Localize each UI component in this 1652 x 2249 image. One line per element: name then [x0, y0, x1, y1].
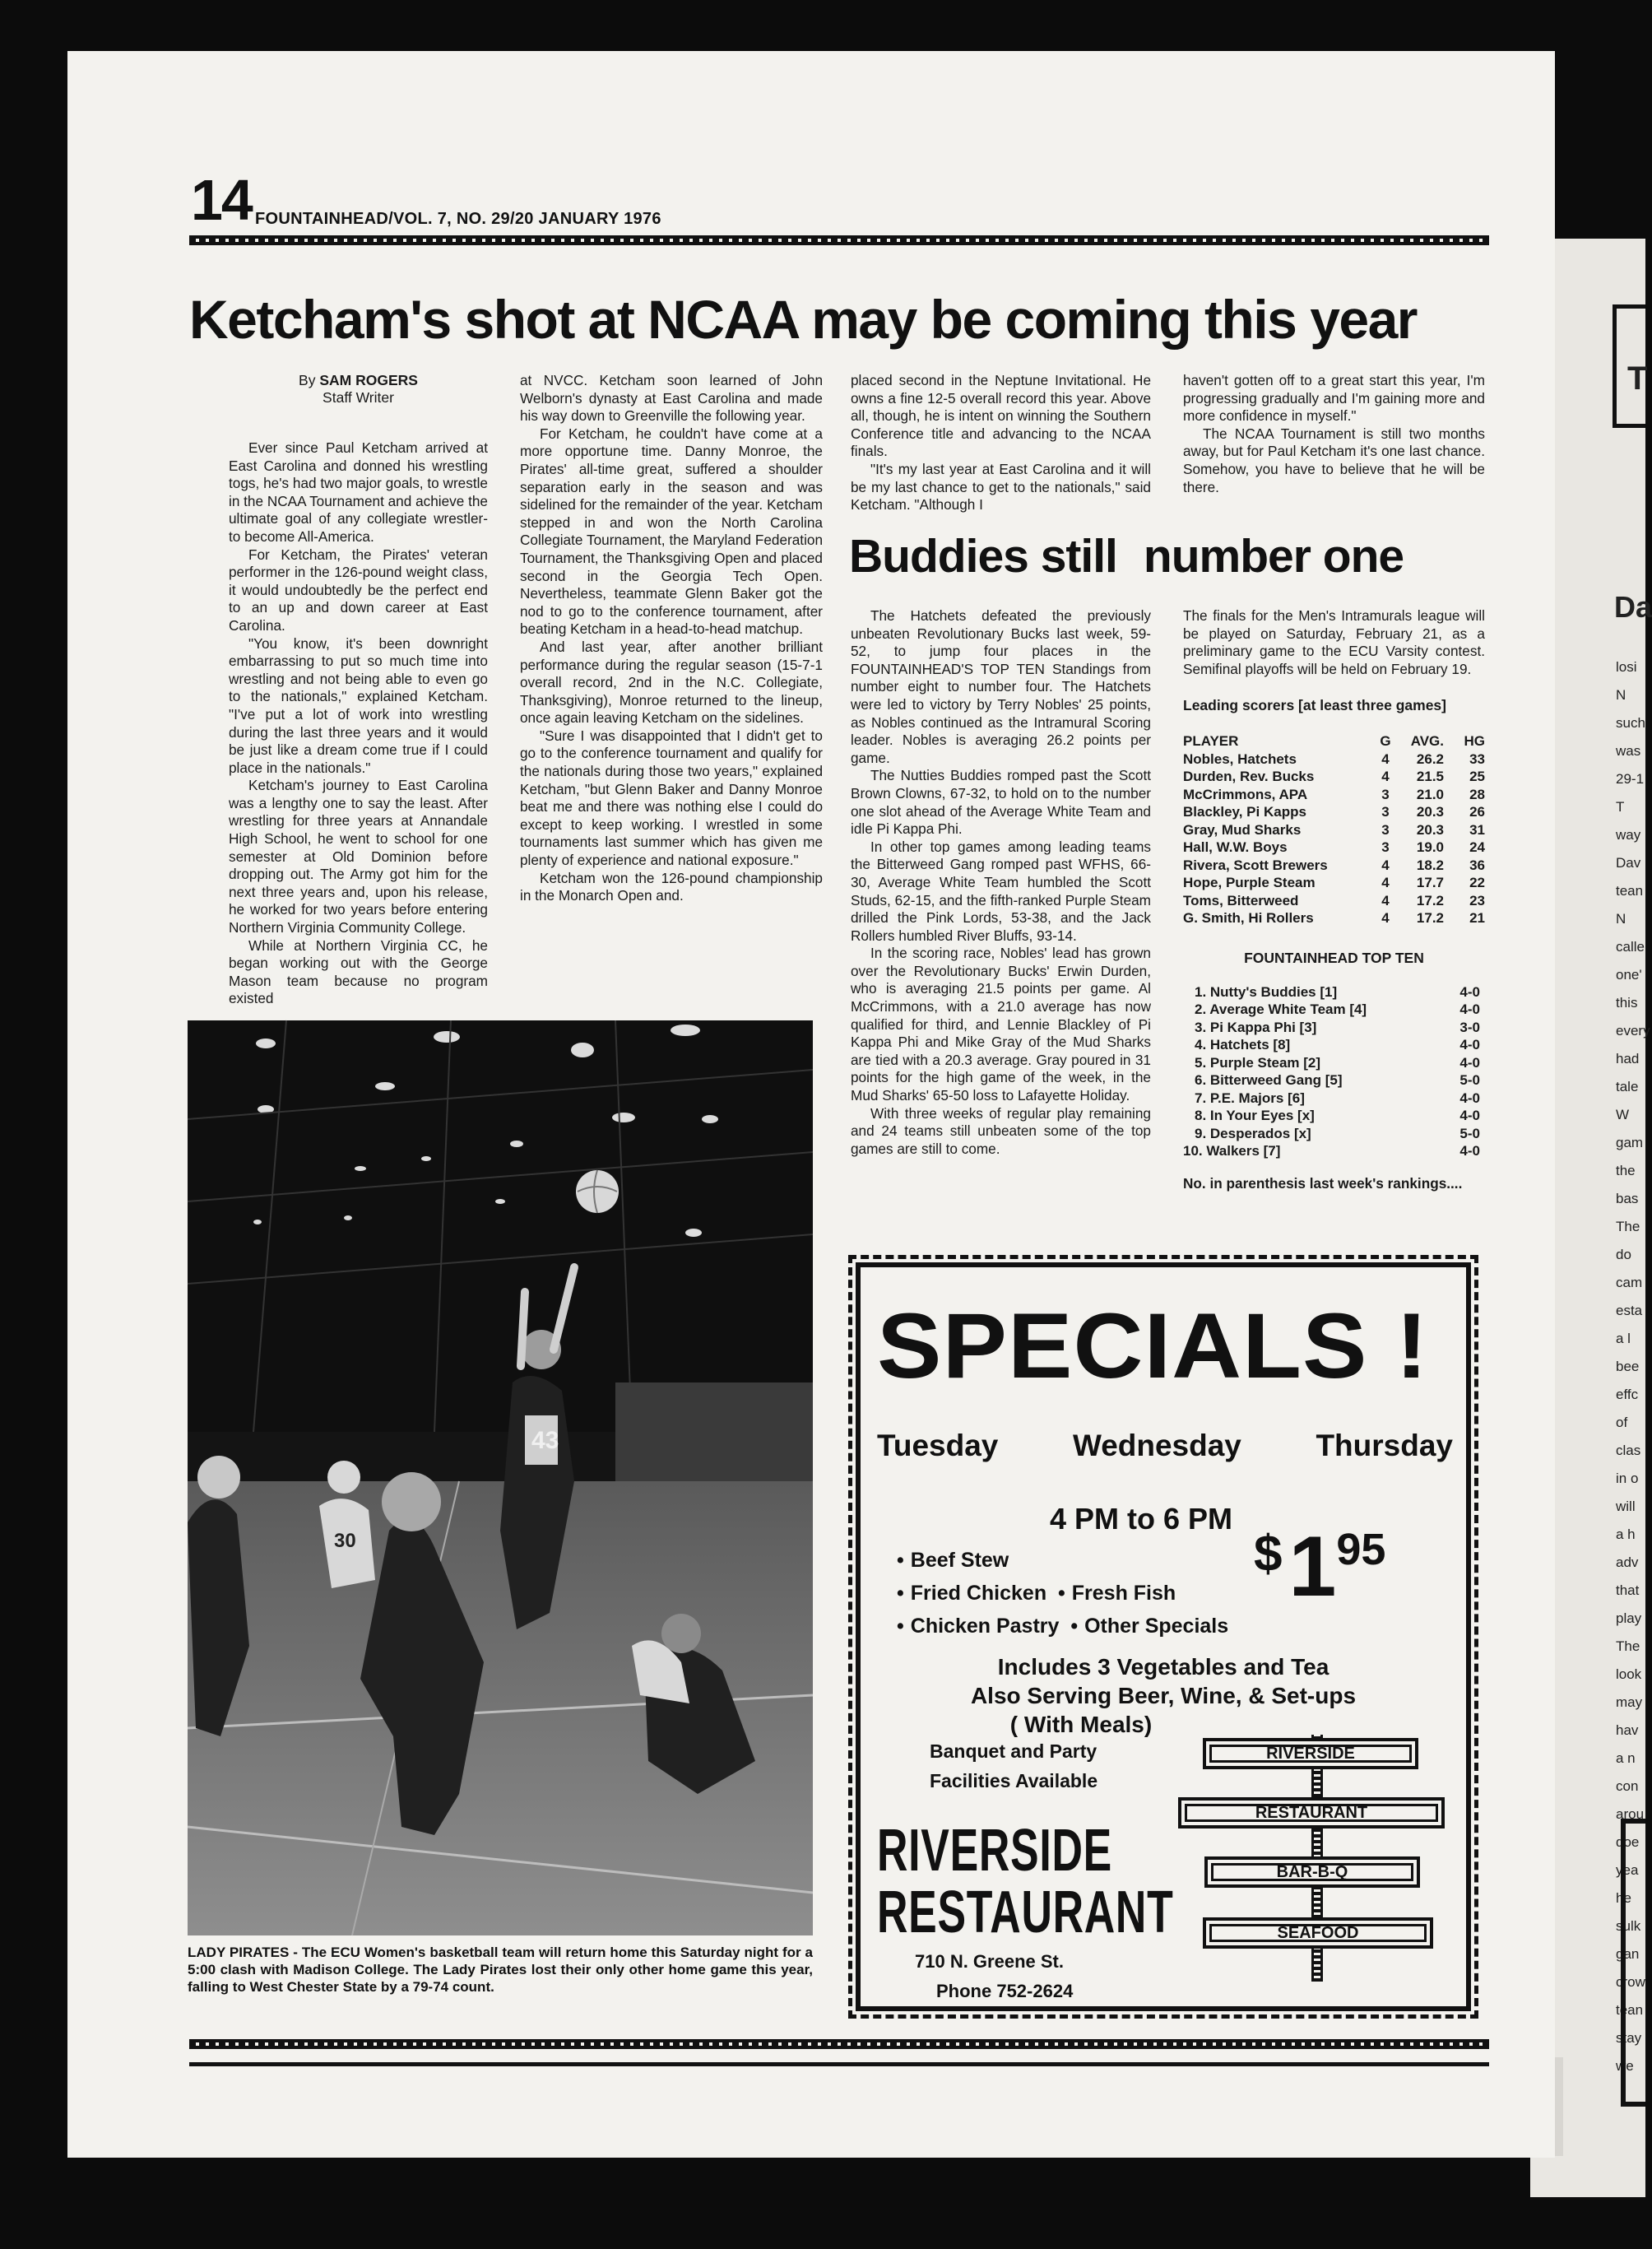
- paragraph: at NVCC. Ketcham soon learned of John Welborn's dynasty at East Carolina and made his way down to Greenville the following year.: [520, 372, 823, 425]
- restaurant-name: RIVERSIDE RESTAURANT: [877, 1818, 1174, 1945]
- table-row: Nobles, Hatchets 4 26.2 33: [1183, 750, 1485, 767]
- paragraph: In other top games among leading teams the Bitterweed Gang romped past WFHS, 66-30, Average White Team humbled the Scott Studs, 62-15, and the fifth-ranked Purple Steam drilled the Pink Lords, 53-38, and the Jack Rollers humbled River Bluffs, 93-14.: [851, 838, 1151, 944]
- adjacent-page-line: esta: [1616, 1303, 1643, 1318]
- bullet-icon: •: [897, 1615, 904, 1638]
- article-column-1: [229, 372, 488, 1008]
- adjacent-page-line: calle: [1616, 939, 1645, 955]
- bottom-rule-thin: [189, 2062, 1489, 2066]
- adjacent-page-line: con: [1616, 1778, 1639, 1794]
- adjacent-page-line: do: [1616, 1247, 1631, 1262]
- adjacent-page-line: adv: [1616, 1554, 1639, 1570]
- adjacent-page-line: in o: [1616, 1471, 1639, 1486]
- intramurals-column-2: [1183, 607, 1485, 1192]
- adjacent-page-line: this: [1616, 995, 1638, 1011]
- adjacent-page-line: gan: [1616, 1946, 1640, 1962]
- adjacent-page-line: one': [1616, 967, 1642, 983]
- table-row: Durden, Rev. Bucks 4 21.5 25: [1183, 769, 1485, 785]
- paragraph: The Hatchets defeated the previously unbeaten Revolutionary Bucks last week, 59-52, to jump four places in the FOUNTAINHEAD'S TOP TEN Standings from number eight to number four. The Hatchets were led to victory by Terry Nobles' 25 points, as Nobles continued as the Intramural Scoring leader. Nobles is averaging 26.2 points per game.: [851, 607, 1151, 766]
- adjacent-page-line: N: [1616, 687, 1626, 703]
- table-row: McCrimmons, APA 3 21.0 28: [1183, 786, 1485, 802]
- byline-role: Staff Writer: [323, 389, 394, 406]
- adjacent-page-line: was: [1616, 743, 1641, 759]
- bullet-icon: •: [1070, 1615, 1079, 1638]
- table-row: Toms, Bitterweed 4 17.2 23: [1183, 892, 1485, 908]
- bullet-icon: •: [897, 1549, 904, 1572]
- paragraph: While at Northern Virginia CC, he began working out with the George Mason team because no program existed: [229, 936, 488, 1007]
- bullet-icon: •: [897, 1582, 904, 1605]
- scorers-title: Leading scorers [at least three games]: [1183, 697, 1446, 714]
- adjacent-page-line: doe: [1616, 1834, 1640, 1850]
- sign-board: RIVERSIDE: [1203, 1738, 1418, 1769]
- adjacent-page-line: a n: [1616, 1750, 1636, 1766]
- table-row: G. Smith, Hi Rollers 4 17.2 21: [1183, 910, 1485, 927]
- adjacent-page-line: bas: [1616, 1191, 1639, 1206]
- ad-includes: Includes 3 Vegetables and Tea Also Serving Beer, Wine, & Set-ups ( With Meals): [970, 1654, 1357, 1737]
- table-row: 1. Nutty's Buddies [1] 4-0: [1195, 983, 1480, 1000]
- bottom-rule: [189, 2039, 1489, 2049]
- table-row: Hall, W.W. Boys 3 19.0 24: [1183, 839, 1485, 856]
- table-row: 3. Pi Kappa Phi [3] 3-0: [1195, 1019, 1480, 1035]
- adjacent-page-box: [1621, 1819, 1645, 2107]
- topten-footnote: No. in parenthesis last week's rankings....: [1183, 1174, 1463, 1192]
- adjacent-page-line: 29-1: [1616, 771, 1645, 787]
- article-headline: Ketcham's shot at NCAA may be coming this year: [189, 289, 1417, 350]
- photo-caption: LADY PIRATES - The ECU Women's basketball team will return home this Saturday night for a 5:00 clash with Madison College. The Lady Pirates lost their only other home game this year, falling to West Chester State by a 79-74 count.: [188, 1945, 813, 1995]
- adjacent-page-line: cam: [1616, 1275, 1643, 1290]
- adjacent-page-line: tale: [1616, 1079, 1639, 1094]
- adjacent-page-line: of: [1616, 1415, 1628, 1430]
- table-header-row: PLAYER G AVG. HG: [1183, 733, 1485, 750]
- adjacent-page-line: that: [1616, 1582, 1640, 1598]
- page-number: 14: [191, 168, 252, 232]
- restaurant-advertisement: [856, 1262, 1471, 2011]
- jersey-number: 30: [334, 1530, 356, 1552]
- adjacent-page-line: tean: [1616, 2002, 1644, 2018]
- paragraph: In the scoring race, Nobles' lead has grown over the Revolutionary Bucks' Erwin Durden, who is averaging 21.5 points per game. Al McCrimmons, with a 21.0 average has now qualified for third, and Lennie Blackley of Pi Kappa Phi and Mike Gray of the Mud Sharks are tied with a 20.3 average. Gray poured in 31 points for the high game of the week, in the Mud Sharks' 65-50 loss to Lafayette Holiday.: [851, 945, 1151, 1104]
- paragraph: With three weeks of regular play remaining and 24 teams still unbeaten some of the top games are still to come.: [851, 1104, 1151, 1157]
- bullet-icon: •: [1058, 1582, 1065, 1605]
- adjacent-page-line: T: [1616, 799, 1625, 815]
- adjacent-page-line: crow: [1616, 1974, 1645, 1990]
- paragraph: "Sure I was disappointed that I didn't get to go to the conference tournament and qualify for the nationals during those two years," explained Ketcham, "but Glenn Baker and Danny Monroe beat me and there was nothing else I could do except to keep working. I wrestled in some tournaments last summer which has given me plenty of experience and national exposure.": [520, 727, 823, 869]
- adjacent-page-heading: Da: [1614, 590, 1652, 624]
- adjacent-page-line: a h: [1616, 1526, 1636, 1542]
- adjacent-page-line: gam: [1616, 1135, 1644, 1150]
- paragraph: And last year, after another brilliant performance during the regular season (15-7-1 overall record, 2nd in the N.C. Collegiate, Thanksgiving), Monroe returned to the lineup, once again leaving Ketcham on the sidelines.: [520, 638, 823, 727]
- sign-board: BAR-B-Q: [1204, 1856, 1420, 1888]
- article-column-3: [851, 372, 1151, 514]
- paragraph: Ketcham's journey to East Carolina was a lengthy one to say the least. After wrestling for three years at Annandale High School, he went to school for one semester at Old Dominion before dropping out. The Army got him for the next three years and, upon his release, he worked for two years before entering Northern Virginia Community College.: [229, 777, 488, 936]
- byline: By SAM ROGERS Staff Writer: [299, 372, 418, 406]
- adjacent-page-line: yea: [1616, 1862, 1639, 1878]
- table-row: Rivera, Scott Brewers 4 18.2 36: [1183, 857, 1485, 873]
- paragraph: The finals for the Men's Intramurals league will be played on Saturday, February 21, as a preliminary game to the ECU Varsity contest. Semifinal playoffs will be held on February 19.: [1183, 607, 1485, 677]
- intramurals-headline: Buddies still number one: [849, 530, 1404, 583]
- sign-board: RESTAURANT: [1178, 1797, 1445, 1828]
- topten-title: FOUNTAINHEAD TOP TEN: [1244, 949, 1424, 966]
- sign-board: SEAFOOD: [1203, 1917, 1433, 1949]
- adjacent-page-line: bee: [1616, 1359, 1640, 1374]
- adjacent-page-line: way: [1616, 827, 1641, 843]
- table-row: 2. Average White Team [4] 4-0: [1195, 1001, 1480, 1018]
- adjacent-page-line: the: [1616, 1163, 1636, 1178]
- paragraph: Ketcham won the 126-pound championship in the Monarch Open and.: [520, 869, 823, 904]
- adjacent-page-line: a l: [1616, 1331, 1631, 1346]
- paragraph: The NCAA Tournament is still two months away, but for Paul Ketcham it's one last chance. Somehow, you have to believe that he will be there.: [1183, 425, 1485, 495]
- table-row: Blackley, Pi Kapps 3 20.3 26: [1183, 804, 1485, 820]
- adjacent-page-line: N: [1616, 911, 1626, 927]
- adjacent-page-line: look: [1616, 1666, 1642, 1682]
- signpost-illustration: [1186, 1735, 1458, 1982]
- adjacent-page-letter: T: [1627, 360, 1648, 397]
- byline-author: SAM ROGERS: [319, 372, 418, 388]
- ad-hours: 4 PM to 6 PM: [1050, 1502, 1233, 1536]
- paragraph: Ever since Paul Ketcham arrived at East Carolina and donned his wrestling togs, he's had two major goals, to wrestle in the NCAA Tournament and achieve the ultimate goal of any collegiate wrestler- to become All-America.: [229, 439, 488, 545]
- basketball-game-image: [188, 1020, 813, 1935]
- paragraph: The Nutties Buddies romped past the Scott Brown Clowns, 67-32, to hold on to the number one slot ahead of the Average White Team and idle Pi Kappa Phi.: [851, 767, 1151, 838]
- table-row: 10. Walkers [7] 4-0: [1183, 1143, 1480, 1159]
- paragraph: "You know, it's been downright embarrassing to put so much time into wrestling and not being able to even go to the nationals," explained Ketcham. "I've put a lot of work into wrestling during the last three years and it would be just like a dream come true if I could place in the nationals.": [229, 634, 488, 776]
- paragraph: For Ketcham, the Pirates' veteran performer in the 126-pound weight class, it would undoubtedly be the perfect end to an up and down career at East Carolina.: [229, 546, 488, 634]
- table-row: 9. Desperados [x] 5-0: [1195, 1125, 1480, 1141]
- adjacent-page-line: hav: [1616, 1722, 1639, 1738]
- scorers-table: [1183, 732, 1485, 927]
- table-row: 4. Hatchets [8] 4-0: [1195, 1037, 1480, 1053]
- paragraph: For Ketcham, he couldn't have come at a more opportune time. Danny Monroe, the Pirates' all-time great, suffered a shoulder separation early in the season and was sidelined for the remainder of the year. Ketcham stepped in and won the North Carolina Collegiate Tournament, the Maryland Federation Tournament, the Thanksgiving Open and placed second in the Georgia Tech Open. Nevertheless, teammate Glenn Baker got the nod to go to the conference tournament, after beating Ketcham in a head-to-head matchup.: [520, 425, 823, 638]
- article-column-2: [520, 372, 823, 905]
- ad-banquet: Banquet and Party Facilities Available: [930, 1740, 1098, 1791]
- ad-days: Tuesday Wednesday Thursday: [877, 1429, 1453, 1462]
- jersey-number: 43: [531, 1427, 559, 1454]
- ad-price: $^{\$}1^{95}$: [1254, 1519, 1386, 1615]
- adjacent-page-line: he: [1616, 1890, 1631, 1906]
- topten-table: [1183, 983, 1485, 1160]
- table-row: 6. Bitterweed Gang [5] 5-0: [1195, 1072, 1480, 1089]
- adjacent-page-line: every: [1616, 1023, 1650, 1039]
- table-row: Gray, Mud Sharks 3 20.3 31: [1183, 821, 1485, 838]
- table-row: 7. P.E. Majors [6] 4-0: [1195, 1090, 1480, 1106]
- adjacent-page-line: W: [1616, 1107, 1630, 1122]
- adjacent-page-line: Dav: [1616, 855, 1641, 871]
- paragraph: haven't gotten off to a great start this year, I'm progressing gradually and I'm gaining more and more confidence in myself.": [1183, 372, 1485, 425]
- article-column-4: [1183, 372, 1485, 496]
- paragraph: placed second in the Neptune Invitational. He owns a fine 12-5 overall record this year. Above all, though, he is intent on winning the Southern Conference title and advancing to the NCAA finals.: [851, 372, 1151, 460]
- intramurals-column-1: [851, 607, 1151, 1158]
- adjacent-page-line: had: [1616, 1051, 1640, 1066]
- top-rule: [189, 235, 1489, 245]
- table-row: Hope, Purple Steam 4 17.7 22: [1183, 875, 1485, 891]
- adjacent-page-line: losi: [1616, 659, 1637, 675]
- adjacent-page-line: The: [1616, 1638, 1640, 1654]
- table-row: 8. In Your Eyes [x] 4-0: [1195, 1108, 1480, 1124]
- restaurant-address: 710 N. Greene St. Phone 752-2624: [915, 1951, 1074, 2001]
- dateline: FOUNTAINHEAD/VOL. 7, NO. 29/20 JANUARY 1976: [255, 210, 661, 228]
- adjacent-page-line: clas: [1616, 1443, 1641, 1458]
- adjacent-page-line: arou: [1616, 1806, 1645, 1822]
- paragraph: "It's my last year at East Carolina and it will be my last chance to get to the nationals," said Ketcham. "Although I: [851, 460, 1151, 513]
- adjacent-page-line: we: [1616, 2058, 1634, 2074]
- adjacent-page-line: play: [1616, 1610, 1642, 1626]
- adjacent-page-line: may: [1616, 1694, 1643, 1710]
- ad-title: SPECIALS !: [877, 1294, 1429, 1397]
- adjacent-page-line: The: [1616, 1219, 1640, 1234]
- adjacent-page-line: tean: [1616, 883, 1644, 899]
- adjacent-page-line: such: [1616, 715, 1645, 731]
- adjacent-page-line: stay: [1616, 2030, 1642, 2046]
- adjacent-page-line: effc: [1616, 1387, 1639, 1402]
- adjacent-page-line: sulk: [1616, 1918, 1641, 1934]
- basketball-photo: [188, 1020, 813, 1935]
- adjacent-page-line: will: [1616, 1499, 1636, 1514]
- ad-menu: • Beef Stew • Fried Chicken • Fresh Fish • Chicken Pastry • Other Specials: [897, 1549, 1229, 1638]
- table-row: 5. Purple Steam [2] 4-0: [1195, 1054, 1480, 1071]
